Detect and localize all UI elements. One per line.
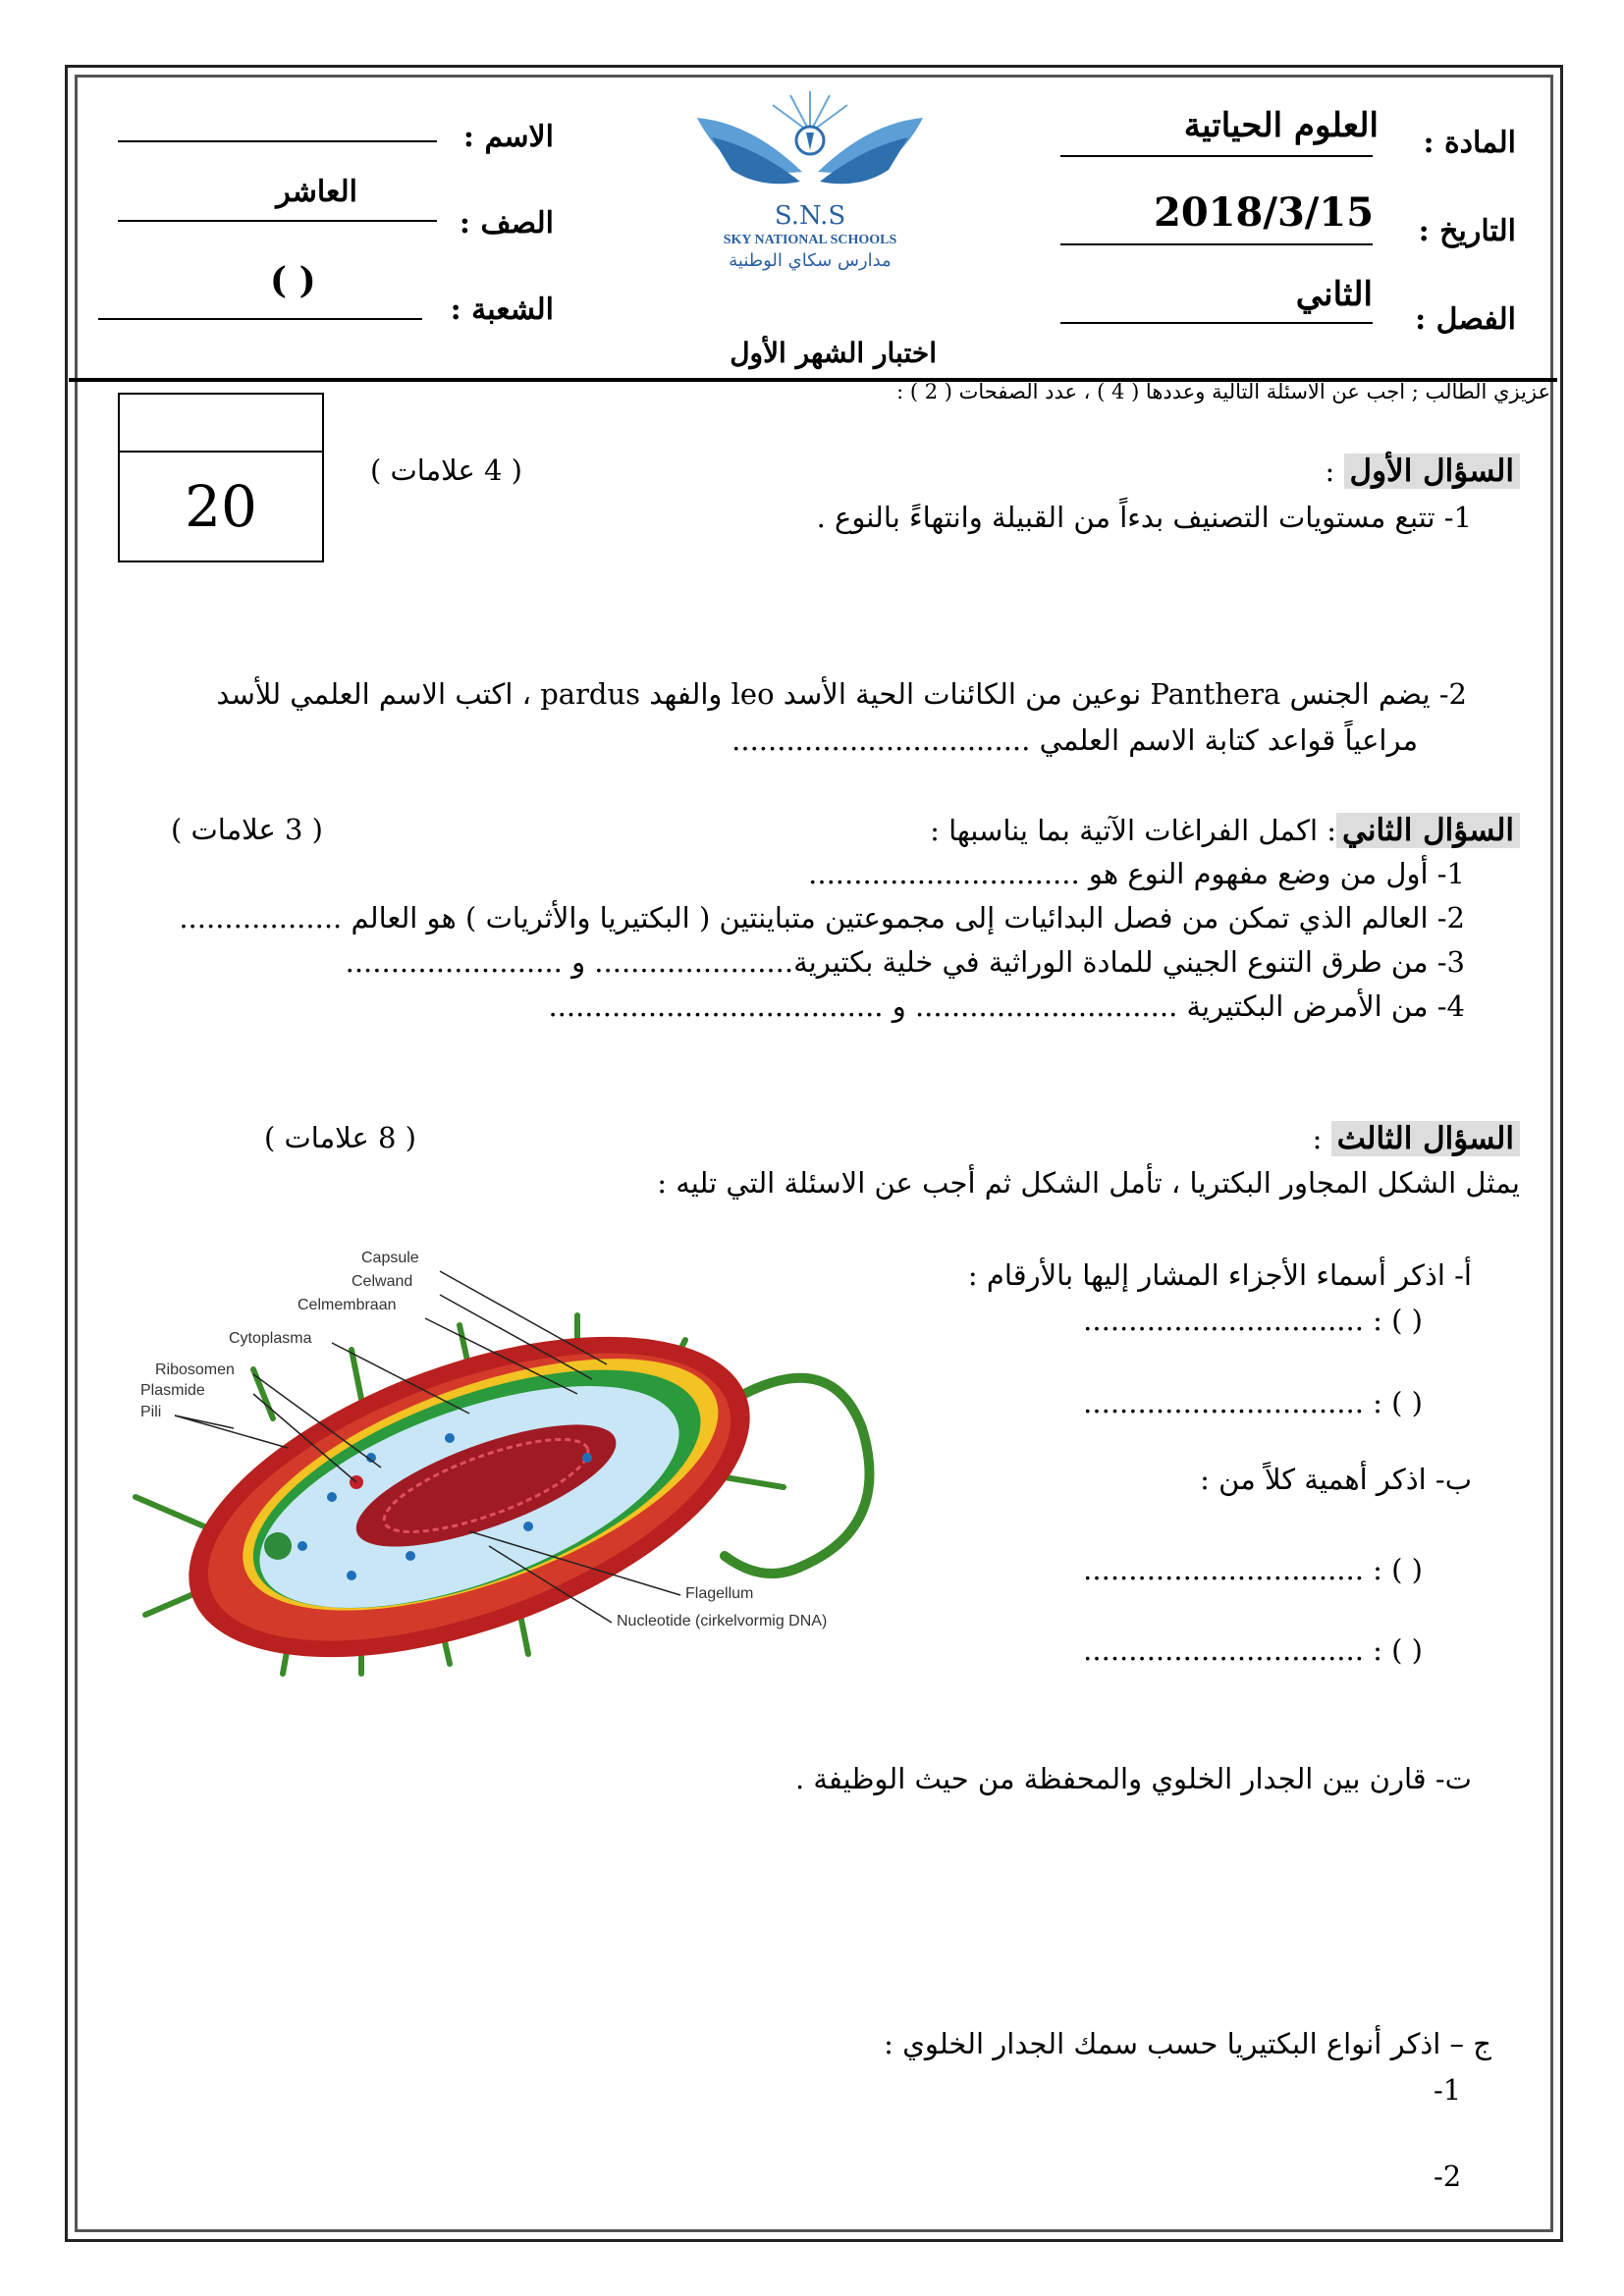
q3-b-title: ب- اذكر أهمية كلاً من : [1200,1463,1472,1496]
q3-a-title: أ- اذكر أسماء الأجزاء المشار إليها بالأرقام : [967,1258,1472,1292]
name-line[interactable] [118,140,437,142]
q3-title-row: السؤال الثالث : [1313,1121,1520,1156]
label-capsule: Capsule [361,1250,419,1266]
q3-intro: يمثل الشكل المجاور البكتريا ، تأمل الشكل ثم أجب عن الاسئلة التي تليه : [657,1166,1520,1200]
q2-item-2: 2- العالم الذي تمكن من فصل البدائيات إلى مجموعتين متباينتين ( البكتيريا والأثريات ) هو العالم .................. [179,901,1465,934]
class-value: العاشر [276,175,357,209]
q3-marks: ( 8 علامات ) [263,1121,416,1154]
label-ribosomen: Ribosomen [155,1362,235,1378]
q3-b-blank-1[interactable]: ( ) : ............................... [1083,1553,1423,1586]
label-flagellum: Flagellum [685,1585,754,1602]
date-line [1060,243,1373,245]
exam-title: اختبار الشهر الأول [730,337,937,369]
logo-english-name: SKY NATIONAL SCHOOLS [723,233,897,247]
q2-title-row: السؤال الثاني: اكمل الفراغات الآتية بما يناسبها : [930,813,1520,848]
date-value: 2018/3/15 [1154,189,1375,236]
label-plasmide: Plasmide [140,1382,205,1399]
q1-marks: ( 4 علامات ) [369,454,522,487]
score-box [118,393,324,562]
q2-item-4: 4- من الأمرض البكتيرية ............................. و ..................................... [548,989,1465,1023]
q1-item-2-line-1: 2- يضم الجنس Panthera نوعين من الكائنات الحية الأسد leo والفهد pardus ، اكتب الاسم العلمي للأسد [216,677,1467,711]
q1-item-2-line-2: مراعياً قواعد كتابة الاسم العلمي ................................. [731,723,1418,757]
instructions: عزيزي الطالب ; أجب عن الاسئلة التالية وعددها ( 4 ) ، عدد الصفحات ( 2 ) : [896,380,1550,403]
label-celwand: Celwand [352,1273,413,1290]
logo-abbrev: S.N.S [774,201,846,231]
school-logo [692,83,928,280]
subject-value: العلوم الحياتية [1183,106,1379,145]
q2-item-1: 1- أول من وضع مفهوم النوع هو .............................. [808,857,1465,890]
q3-d-item-1: -1 [1434,2073,1462,2107]
q3-a-blank-1[interactable]: ( ) : ............................... [1083,1304,1423,1337]
q1-item-1: 1- تتبع مستويات التصنيف بدءاً من القبيلة وانتهاءً بالنوع . [816,501,1472,534]
section-value: ( ) [270,260,316,301]
q1-title: السؤال الأول [1344,454,1520,489]
q2-title: السؤال الثاني [1336,813,1520,848]
q2-intro: اكمل الفراغات الآتية بما يناسبها : [930,814,1319,847]
term-value: الثاني [1295,275,1373,314]
label-cytoplasma: Cytoplasma [229,1330,312,1347]
bacteria-diagram [116,1232,921,1683]
class-label: الصف : [459,206,554,240]
label-celmembraan: Celmembraan [298,1297,397,1313]
label-pili: Pili [140,1404,162,1420]
q3-a-blank-2[interactable]: ( ) : ............................... [1083,1386,1423,1419]
date-label: التاريخ : [1418,214,1516,248]
term-line [1060,322,1373,324]
logo-arabic-name: مدارس سكاي الوطنية [729,250,892,271]
q3-c-title: ت- قارن بين الجدار الخلوي والمحفظة من حيث الوظيفة . [794,1762,1472,1795]
section-line[interactable] [98,318,422,320]
q2-marks: ( 3 علامات ) [170,813,323,846]
score-total: 20 [185,473,257,540]
section-label: الشعبة : [450,293,554,327]
q3-title: السؤال الثالث [1331,1121,1520,1156]
ribosome-granule [264,1532,292,1560]
score-box-blank[interactable] [120,395,322,453]
subject-line [1060,155,1373,157]
q3-d-title: ج – اذكر أنواع البكتيريا حسب سمك الجدار الخلوي : [884,2027,1491,2060]
label-nucleotide: Nucleotide (cirkelvormig DNA) [617,1613,828,1629]
q3-d-item-2: -2 [1434,2160,1462,2193]
subject-label: المادة : [1423,126,1516,160]
name-label: الاسم : [462,120,554,154]
q2-item-3: 3- من طرق التنوع الجيني للمادة الوراثية في خلية بكتيرية...................... و ........................ [345,945,1465,979]
class-line [118,220,437,222]
q1-title-row: السؤال الأول : [1326,454,1520,489]
q3-b-blank-2[interactable]: ( ) : ............................... [1083,1633,1423,1667]
term-label: الفصل : [1415,302,1516,337]
